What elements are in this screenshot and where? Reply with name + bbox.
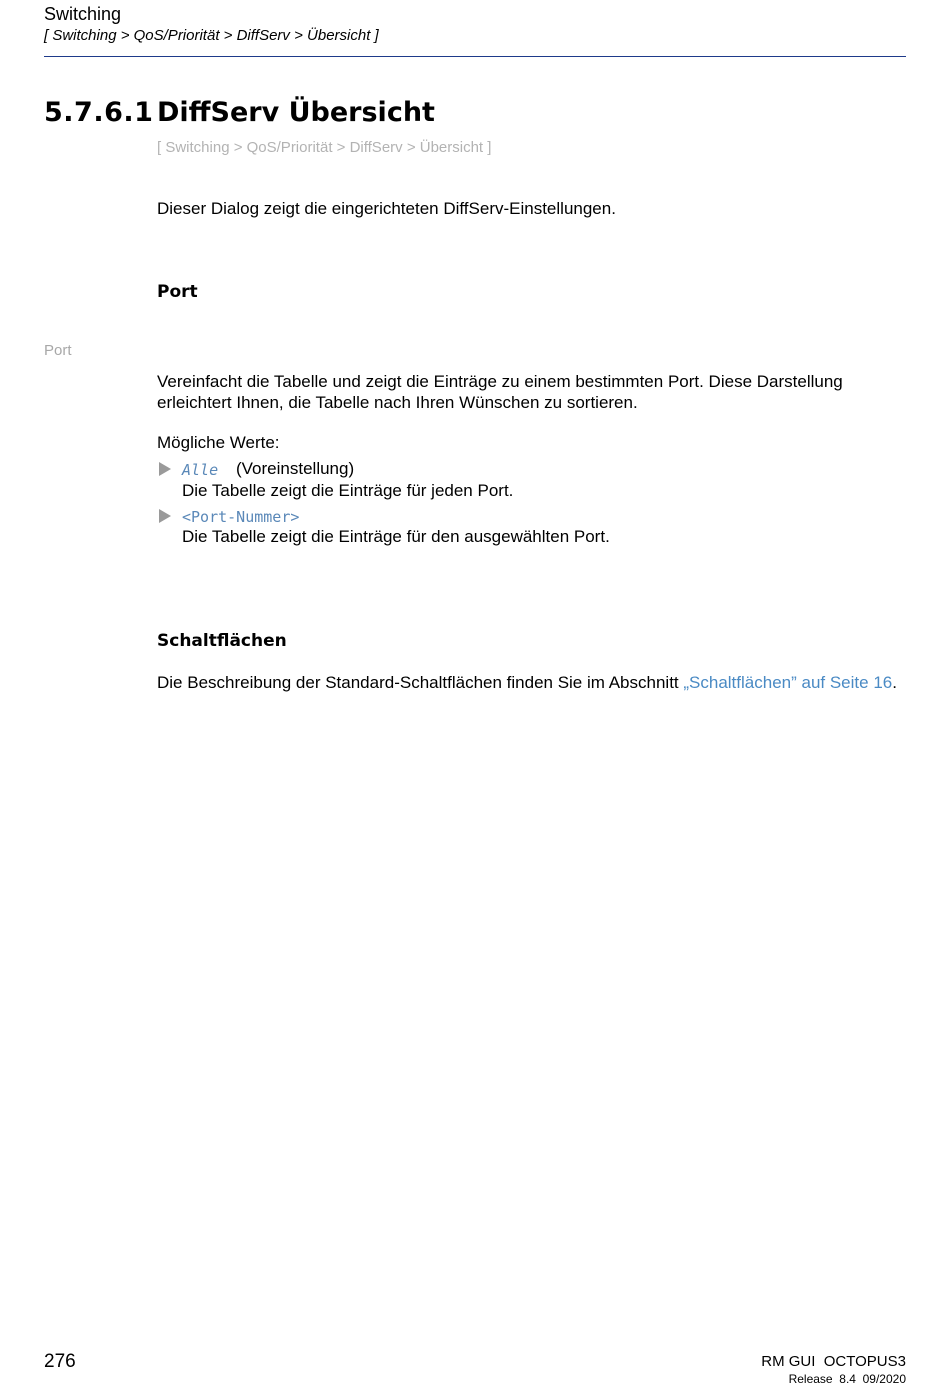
buttons-section-link[interactable]: „Schaltflächen” auf Seite 16: [683, 673, 893, 692]
running-header-breadcrumb: [ Switching > QoS/Priorität > DiffServ > Übersicht ]: [44, 27, 379, 44]
port-description: Vereinfacht die Tabelle und zeigt die Einträge zu einem bestimmten Port. Diese Darstellung erleichtert Ihnen, die Tabelle nach Ihren Wünschen zu sortieren.: [157, 372, 843, 412]
section-breadcrumb: [ Switching > QoS/Priorität > DiffServ > Übersicht ]: [157, 139, 492, 156]
footer-release: Release 8.4 09/2020: [788, 1372, 906, 1386]
value-alle: Alle: [182, 461, 219, 479]
buttons-heading: Schaltflächen: [157, 631, 287, 651]
port-heading: Port: [157, 282, 198, 302]
triangle-bullet-icon: [159, 462, 171, 476]
section-title: DiffServ Übersicht: [157, 97, 435, 128]
value-default-note: (Voreinstellung): [236, 459, 355, 478]
port-margin-label: Port: [44, 342, 72, 359]
buttons-description: [157, 673, 897, 693]
section-intro: Dieser Dialog zeigt die eingerichteten DiffServ-Einstellungen.: [157, 199, 616, 218]
triangle-bullet-icon: [159, 509, 171, 523]
value-port-number-description: Die Tabelle zeigt die Einträge für den ausgewählten Port.: [182, 527, 610, 546]
header-divider: [44, 56, 906, 57]
possible-values-label: Mögliche Werte:: [157, 433, 280, 452]
section-number: 5.7.6.1: [44, 97, 154, 128]
value-alle-description: Die Tabelle zeigt die Einträge für jeden Port.: [182, 481, 514, 500]
buttons-text-after: .: [892, 673, 897, 692]
page-number: 276: [44, 1351, 76, 1372]
buttons-text-before: Die Beschreibung der Standard-Schaltflächen finden Sie im Abschnitt: [157, 673, 684, 692]
running-header-chapter: Switching: [44, 4, 122, 24]
value-port-number: <Port-Nummer>: [182, 508, 300, 526]
footer-document-title: RM GUI OCTOPUS3: [761, 1353, 906, 1370]
